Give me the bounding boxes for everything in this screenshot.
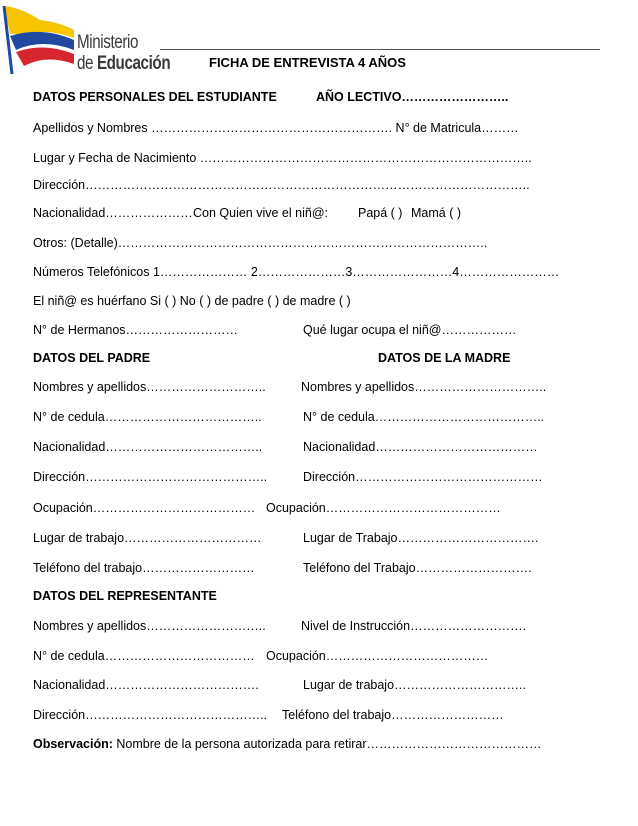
mother-names-line: Nombres y apellidos………………………….. xyxy=(301,380,547,394)
phones-line: Números Telefónicos 1………………… 2…………………3……………………4…………………… xyxy=(33,265,560,279)
representative-instruction-line: Nivel de Instrucción………………………. xyxy=(301,619,527,633)
mother-section-heading: DATOS DE LA MADRE xyxy=(378,351,511,365)
lives-with-dad: Papá ( ) xyxy=(358,206,403,220)
mother-occupation-line: Ocupación…………………………………… xyxy=(266,501,501,515)
logo-text-ministerio: Ministerio xyxy=(77,32,139,53)
school-year: AÑO LECTIVO…………………….. xyxy=(316,90,509,104)
representative-workplace-line: Lugar de trabajo………………………….. xyxy=(303,678,526,692)
representative-names-line: Nombres y apellidos……………………….. xyxy=(33,619,266,633)
orphan-line: El niñ@ es huérfano Si ( ) No ( ) de padre ( ) de madre ( ) xyxy=(33,294,351,308)
representative-address-line: Dirección…………………………………….. xyxy=(33,708,268,722)
representative-id-line: N° de cedula……………………………… xyxy=(33,649,255,663)
mother-workphone-line: Teléfono del Trabajo………………………. xyxy=(303,561,532,575)
lives-with-label: Con Quien vive el niñ@: xyxy=(193,206,328,220)
student-address-line: Dirección…………………………………………………………………………………………….. xyxy=(33,178,530,192)
representative-section-heading: DATOS DEL REPRESENTANTE xyxy=(33,589,217,603)
observation-text: Nombre de la persona autorizada para retirar…………………………………… xyxy=(112,737,542,751)
ministry-logo xyxy=(2,4,171,76)
father-occupation-line: Ocupación………………………………… xyxy=(33,501,256,515)
father-workplace-line: Lugar de trabajo…………………………… xyxy=(33,531,262,545)
mother-workplace-line: Lugar de Trabajo……………………………. xyxy=(303,531,539,545)
father-section-heading: DATOS DEL PADRE xyxy=(33,351,151,365)
logo-text-educacion: de Educación xyxy=(77,53,171,74)
birth-line: Lugar y Fecha de Nacimiento …………………………………………………………………….. xyxy=(33,151,532,165)
student-nationality-line: Nacionalidad………………… xyxy=(33,206,193,220)
father-id-line: N° de cedula……………………………….. xyxy=(33,410,262,424)
representative-workphone-line: Teléfono del trabajo……………………… xyxy=(282,708,504,722)
sibling-place-line: Qué lugar ocupa el niñ@……………… xyxy=(303,323,517,337)
observation-label: Observación: xyxy=(33,737,113,751)
others-line: Otros: (Detalle)…………………………………………………………………………….. xyxy=(33,236,488,250)
father-workphone-line: Teléfono del trabajo……………………… xyxy=(33,561,255,575)
mother-address-line: Dirección……………………………………… xyxy=(303,470,543,484)
representative-occupation-line: Ocupación………………………………… xyxy=(266,649,489,663)
lives-with-mom: Mamá ( ) xyxy=(411,206,461,220)
student-names-line: Apellidos y Nombres …………………………………………………. N° de Matricula……… xyxy=(33,121,519,135)
father-address-line: Dirección…………………………………….. xyxy=(33,470,268,484)
father-names-line: Nombres y apellidos……………………….. xyxy=(33,380,266,394)
observation-line xyxy=(33,737,542,752)
student-section-heading: DATOS PERSONALES DEL ESTUDIANTE xyxy=(33,90,277,104)
representative-nationality-line: Nacionalidad………………………………. xyxy=(33,678,259,692)
siblings-line: N° de Hermanos……………………… xyxy=(33,323,239,337)
mother-nationality-line: Nacionalidad………………………………… xyxy=(303,440,538,454)
ministry-flag-icon xyxy=(2,4,76,76)
header-rule xyxy=(160,49,600,50)
father-nationality-line: Nacionalidad……………………………….. xyxy=(33,440,263,454)
mother-id-line: N° de cedula………………………………….. xyxy=(303,410,545,424)
document-title: FICHA DE ENTREVISTA 4 AÑOS xyxy=(209,55,406,70)
